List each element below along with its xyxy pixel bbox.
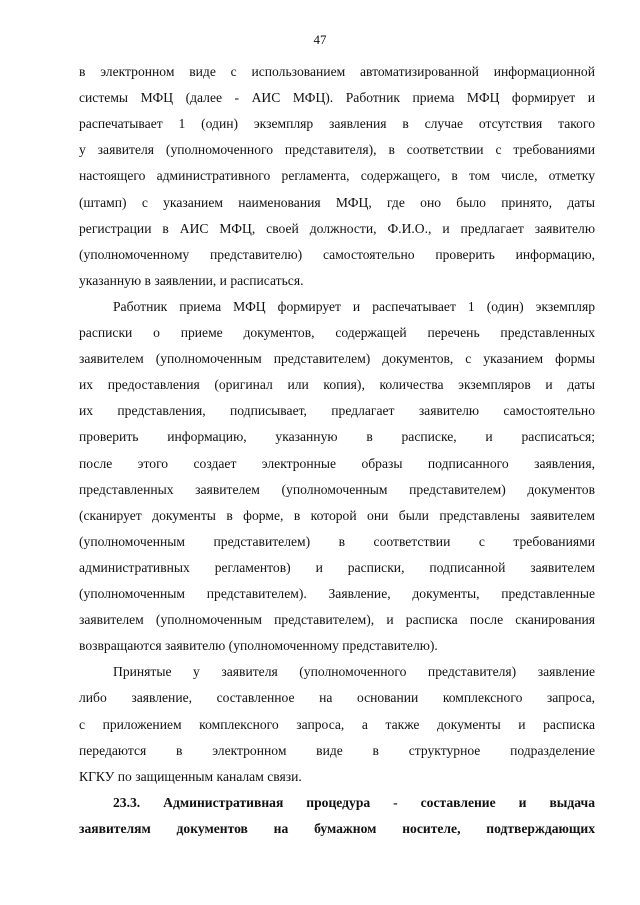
text-line: представленных заявителем (уполномоченным представителем) документов	[79, 481, 595, 497]
text-line: регистрации в АИС МФЦ, своей должности, Ф.И.О., и предлагает заявителю	[79, 220, 595, 236]
text-line: Принятые у заявителя (уполномоченного представителя) заявление	[113, 664, 595, 680]
text-line: заявителем (уполномоченным представителем), и расписка после сканирования	[79, 612, 595, 628]
section-heading-line: заявителям документов на бумажном носителе, подтверждающих	[79, 820, 595, 836]
text-line: (уполномоченным представителем) в соответствии с требованиями	[79, 533, 595, 549]
text-line: (уполномоченным представителем). Заявление, документы, представленные	[79, 586, 595, 601]
text-line: (уполномоченному представителю) самостоятельно проверить информацию,	[79, 246, 595, 262]
page-number: 47	[313, 32, 327, 47]
text-line: заявителем (уполномоченным представителем) документов, с указанием формы	[79, 351, 595, 367]
text-line: распечатывает 1 (один) экземпляр заявления в случае отсутствия такого	[79, 116, 595, 132]
text-line: указанную в заявлении, и расписаться.	[79, 272, 304, 288]
text-line: проверить информацию, указанную в расписке, и расписаться;	[79, 429, 595, 445]
text-line: их представления, подписывает, предлагает заявителю самостоятельно	[79, 403, 595, 419]
text-line: Работник приема МФЦ формирует и распечатывает 1 (один) экземпляр	[113, 298, 595, 314]
text-line: (сканирует документы в форме, в которой они были представлены заявителем	[79, 507, 595, 523]
text-line: настоящего административного регламента, содержащего, в том числе, отметку	[79, 168, 595, 184]
text-line: (штамп) с указанием наименования МФЦ, где оно было принято, даты	[79, 194, 595, 210]
text-line: с приложением комплексного запроса, а также документы и расписка	[79, 716, 595, 732]
text-line: возвращаются заявителю (уполномоченному представителю).	[79, 638, 438, 654]
text-line: КГКУ по защищенным каналам связи.	[79, 768, 302, 784]
section-heading-line: 23.3. Административная процедура - составление и выдача	[113, 794, 595, 810]
text-line: после этого создает электронные образы подписанного заявления,	[79, 455, 595, 471]
text-line: в электронном виде с использованием автоматизированной информационной	[79, 64, 595, 79]
text-line: у заявителя (уполномоченного представителя), в соответствии с требованиями	[79, 142, 595, 158]
text-line: либо заявление, составленное на основании комплексного запроса,	[79, 690, 595, 706]
text-line: расписки о приеме документов, содержащей перечень представленных	[79, 325, 595, 340]
text-line: системы МФЦ (далее - АИС МФЦ). Работник приема МФЦ формирует и	[79, 90, 595, 106]
text-line: административных регламентов) и расписки, подписанной заявителем	[79, 559, 595, 575]
text-line: их предоставления (оригинал или копия), количества экземпляров и даты	[79, 377, 595, 393]
text-line: передаются в электронном виде в структурное подразделение	[79, 742, 595, 758]
